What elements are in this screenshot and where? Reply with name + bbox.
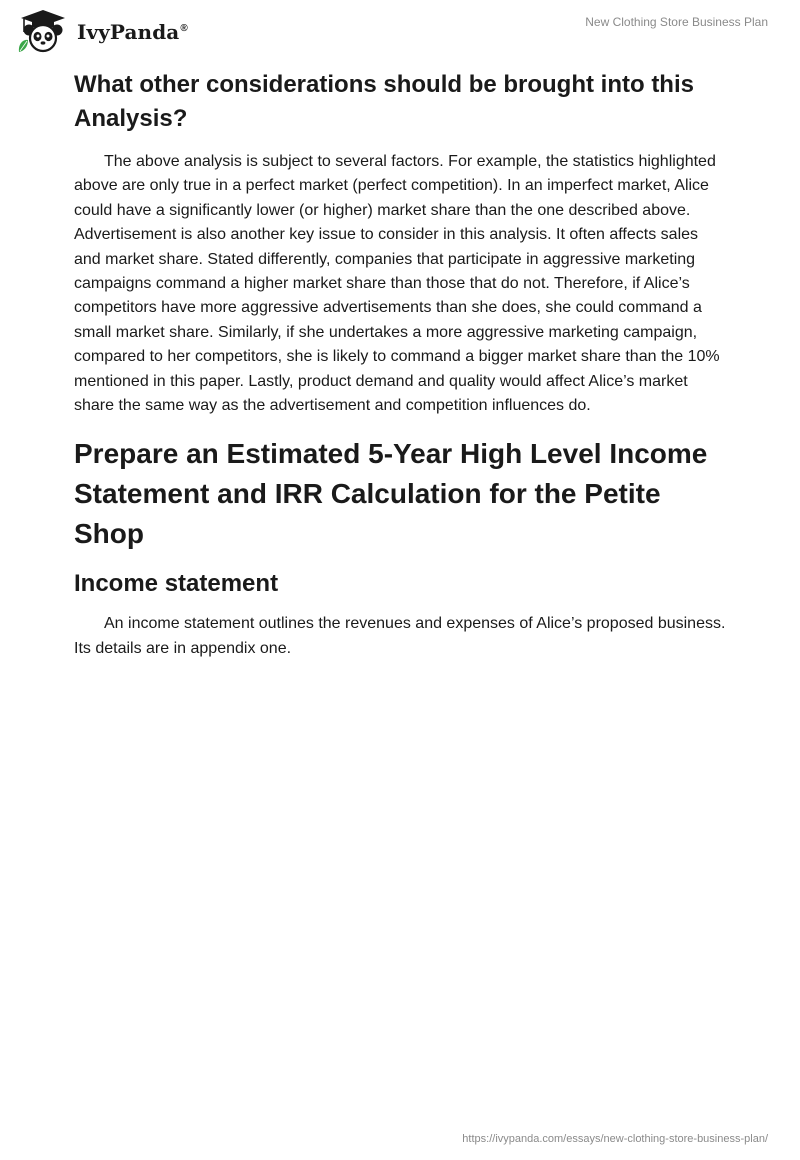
registered-mark: ® (180, 23, 188, 35)
ivypanda-logo[interactable] (15, 8, 188, 54)
document-title: New Clothing Store Business Plan (585, 15, 768, 29)
considerations-paragraph: The above analysis is subject to several factors. For example, the statistics highlighted above are only true in a perfect market (perfect competition). In an imperfect market, Alice could have a significantly lower (or higher) market share than the one described above. Advertisement is also another key issue to consider in this analysis. It often affects sales and market share. Stated differently, companies that participate in aggressive marketing campaigns command a higher market share than those that do not. Therefore, if Alice’s competitors have more aggressive advertisements than she does, she could command a small market share. Similarly, if she undertakes a more aggressive marketing campaign, compared to her competitors, she is likely to command a bigger market share than the 10% mentioned in this paper. Lastly, product demand and quality would affect Alice’s market share the same way as the advertisement and competition influences do. (74, 153, 720, 415)
income-statement-heading: Income statement (74, 570, 279, 598)
brand-name: IvyPanda® (77, 20, 188, 44)
article-body (74, 68, 726, 677)
estimate-heading: Prepare an Estimated 5-Year High Level Income Statement and IRR Calculation for the Petite Shop (74, 438, 708, 550)
income-statement-paragraph: An income statement outlines the revenues and expenses of Alice’s proposed business. Its details are in appendix one. (74, 615, 726, 657)
considerations-heading: What other considerations should be brought into this Analysis? (74, 71, 694, 132)
page-header (0, 0, 800, 60)
footer-url[interactable]: https://ivypanda.com/essays/new-clothing-store-business-plan/ (462, 1133, 768, 1145)
panda-graduate-icon (15, 8, 71, 54)
